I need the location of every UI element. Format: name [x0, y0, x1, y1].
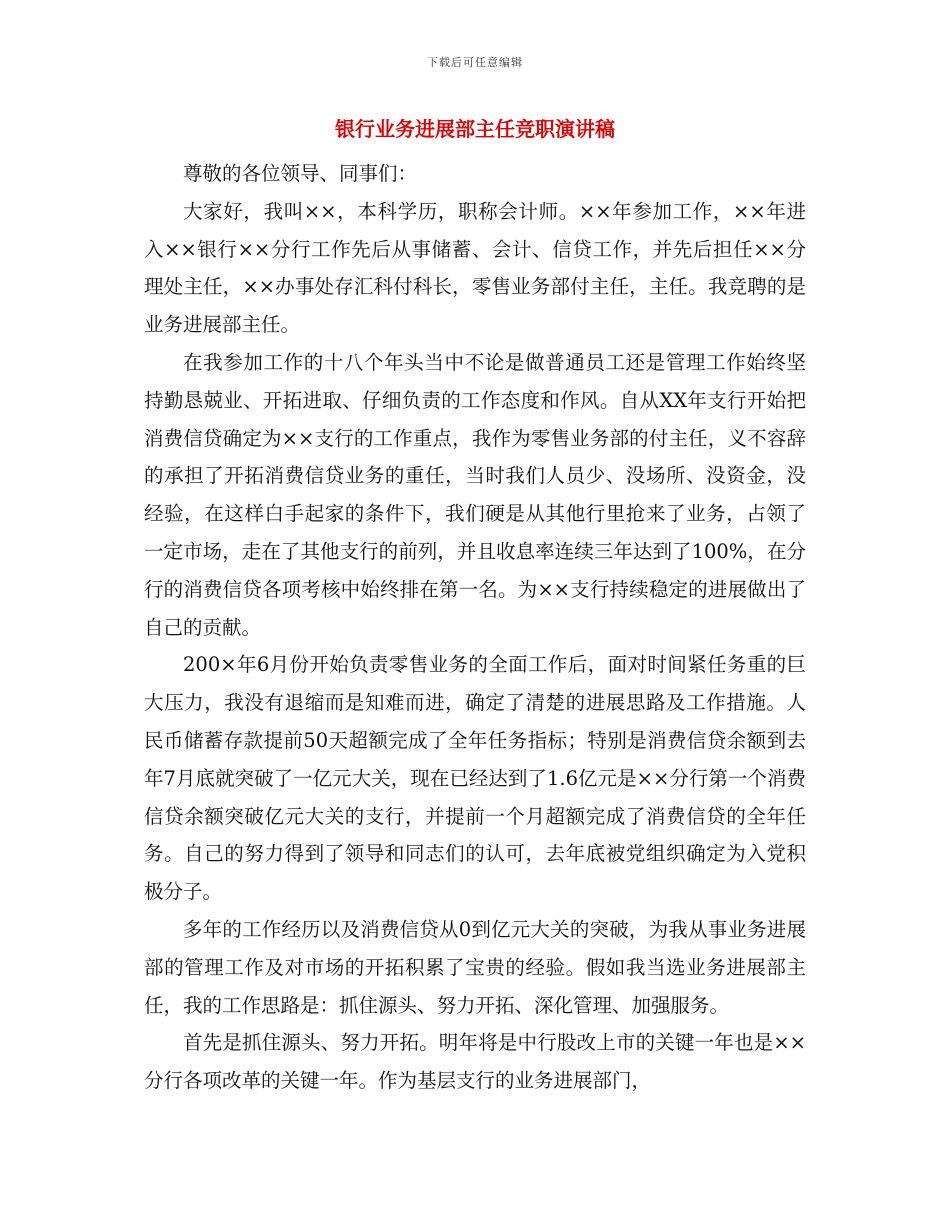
document-title: 银行业务进展部主任竞职演讲稿	[335, 117, 615, 141]
paragraph: 大家好，我叫××，本科学历，职称会计师。××年参加工作，××年进入××银行××分行工作先后从事储蓄、会计、信贷工作，并先后担任××分理处主任，××办事处存汇科付科长，零售业务部付主任，主任。我竞聘的是业务进展部主任。	[144, 199, 806, 337]
paragraph: 在我参加工作的十八个年头当中不论是做普通员工还是管理工作始终坚持勤恳兢业、开拓进取、仔细负责的工作态度和作风。自从XX年支行开始把消费信贷确定为××支行的工作重点，我作为零售业务部的付主任，义不容辞的承担了开拓消费信贷业务的重任，当时我们人员少、没场所、没资金，没经验，在这样白手起家的条件下，我们硬是从其他行里抢来了业务，占领了一定市场，走在了其他支行的前列，并且收息率连续三年达到了100%，在分行的消费信贷各项考核中始终排在第一名。为××支行持续稳定的进展做出了自己的贡献。	[144, 350, 806, 639]
document-body	[144, 155, 806, 1100]
paragraph: 多年的工作经历以及消费信贷从0到亿元大关的突破，为我从事业务进展部的管理工作及对市场的开拓积累了宝贵的经验。假如我当选业务进展部主任，我的工作思路是：抓住源头、努力开拓、深化管理、加强服务。	[144, 917, 806, 1017]
paragraph: 200×年6月份开始负责零售业务的全面工作后，面对时间紧任务重的巨大压力，我没有退缩而是知难而进，确定了清楚的进展思路及工作措施。人民币储蓄存款提前50天超额完成了全年任务指标；特别是消费信贷余额到去年7月底就突破了一亿元大关，现在已经达到了1.6亿元是××分行第一个消费信贷余额突破亿元大关的支行，并提前一个月超额完成了消费信贷的全年任务。自己的努力得到了领导和同志们的认可，去年底被党组织确定为入党积极分子。	[144, 653, 806, 904]
header-note: 下载后可任意编辑	[427, 56, 523, 69]
paragraph-salutation: 尊敬的各位领导、同事们：	[183, 162, 418, 185]
paragraph: 首先是抓住源头、努力开拓。明年将是中行股改上市的关键一年也是××分行各项改革的关键一年。作为基层支行的业务进展部门，	[144, 1031, 806, 1093]
